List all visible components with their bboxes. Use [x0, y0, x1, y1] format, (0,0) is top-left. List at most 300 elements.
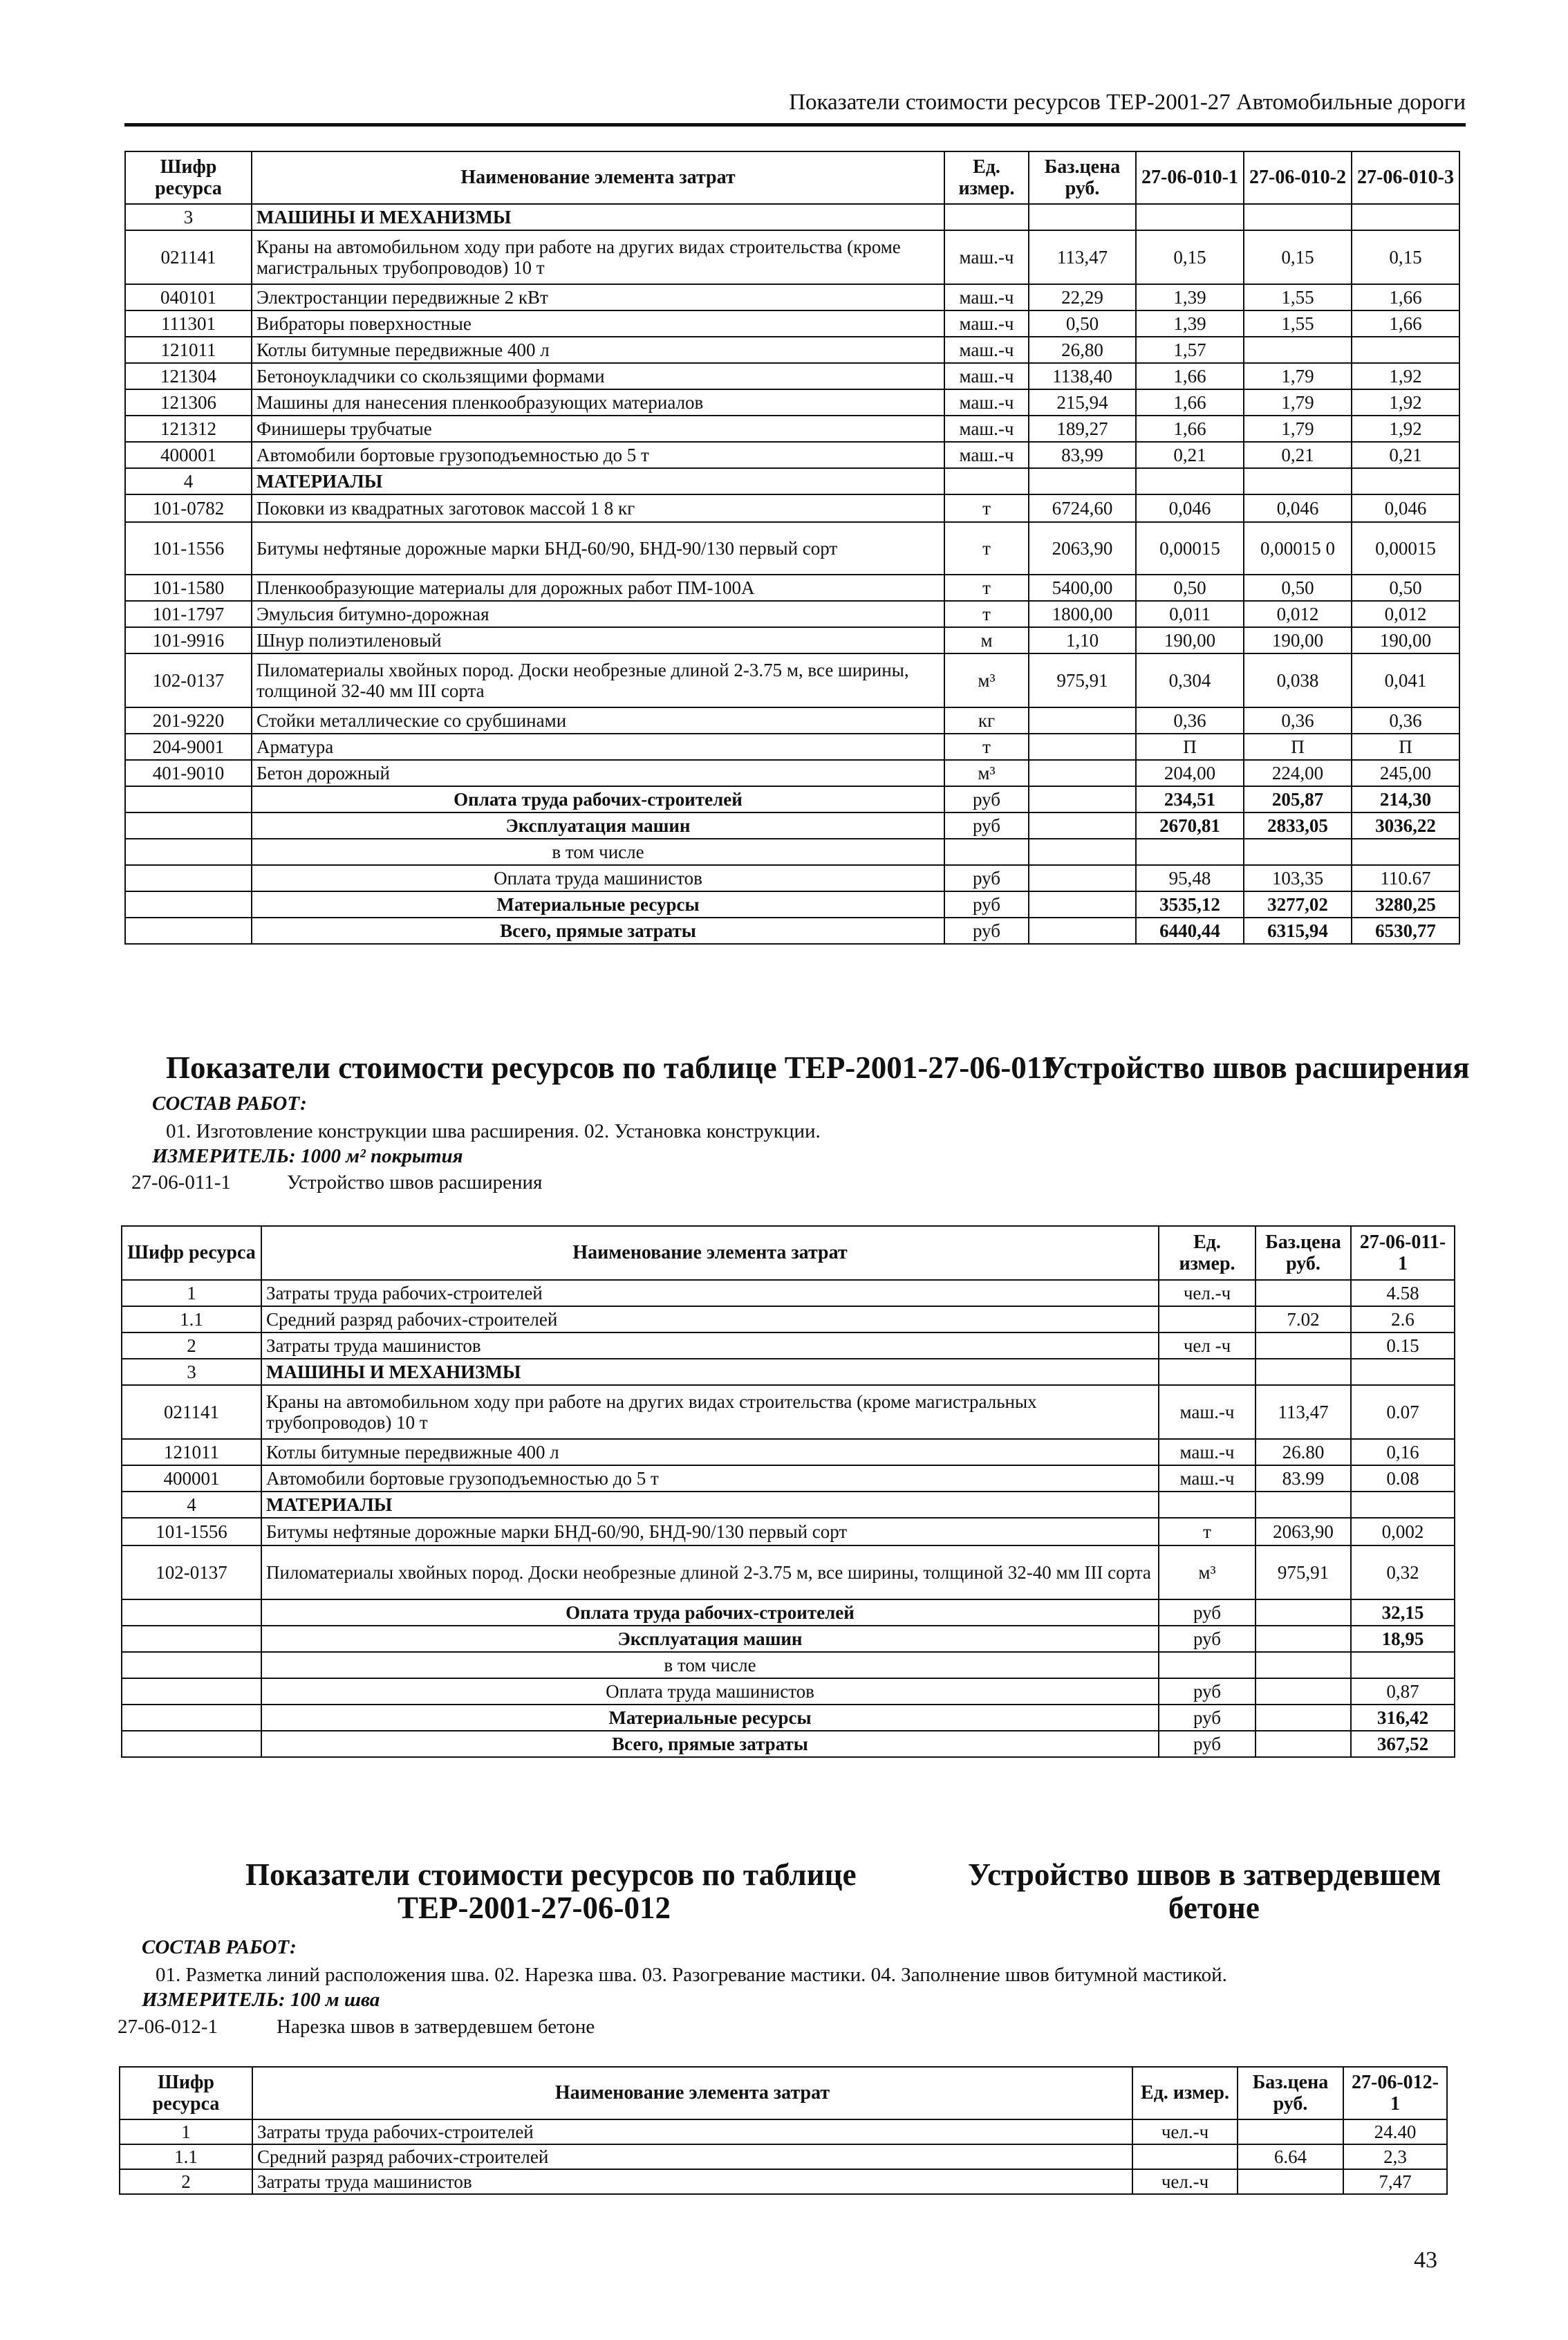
- table-cell: в том числе: [252, 839, 944, 865]
- table-cell: [1132, 2144, 1238, 2169]
- table-cell: [125, 865, 252, 891]
- table-cell: 1,55: [1244, 310, 1352, 337]
- table-header-row: [120, 2067, 1447, 2119]
- table-cell: [1352, 204, 1459, 230]
- table-cell: руб: [1159, 1705, 1256, 1731]
- table-cell: 102-0137: [125, 653, 252, 707]
- table-cell: Краны на автомобильном ходу при работе на других видах строительства (кроме магистральных трубопроводов) 10 т: [261, 1385, 1159, 1439]
- table-cell: Бетоноукладчики со скользящими формами: [252, 363, 944, 389]
- table-cell: 2,3: [1343, 2144, 1447, 2169]
- table-cell: 0,012: [1352, 601, 1459, 627]
- table-row: [125, 813, 1459, 839]
- table-cell: руб: [944, 918, 1029, 944]
- table-cell: 0,002: [1351, 1518, 1455, 1545]
- table-cell: [1256, 1731, 1351, 1757]
- table-cell: [122, 1652, 261, 1678]
- table-cell: МАТЕРИАЛЫ: [252, 468, 944, 494]
- table-cell: кг: [944, 707, 1029, 734]
- column-header: 27-06-012-1: [1343, 2067, 1447, 2119]
- table-cell: руб: [1159, 1599, 1256, 1626]
- table-cell: 6530,77: [1352, 918, 1459, 944]
- table-cell: т: [944, 601, 1029, 627]
- table-cell: Пиломатериалы хвойных пород. Доски необрезные длиной 2-3.75 м, все ширины, толщиной 32-40 мм III сорта: [252, 653, 944, 707]
- table-cell: 4.58: [1351, 1280, 1455, 1306]
- table-cell: 0,36: [1136, 707, 1244, 734]
- table-cell: 2.6: [1351, 1306, 1455, 1332]
- table-cell: 6724,60: [1029, 494, 1136, 522]
- table-cell: [122, 1626, 261, 1652]
- table-cell: 6315,94: [1244, 918, 1352, 944]
- table-cell: 1,39: [1136, 284, 1244, 310]
- table-cell: маш.-ч: [944, 284, 1029, 310]
- table-cell: [1136, 468, 1244, 494]
- table-cell: [1029, 918, 1136, 944]
- table-cell: маш.-ч: [1159, 1439, 1256, 1465]
- table-cell: Оплата труда рабочих-строителей: [252, 786, 944, 813]
- table-cell: 3277,02: [1244, 891, 1352, 918]
- column-header: 27-06-010-3: [1352, 151, 1459, 204]
- table-cell: 0,304: [1136, 653, 1244, 707]
- column-header: Ед. измер.: [1159, 1226, 1256, 1280]
- table-row: [125, 204, 1459, 230]
- table-row: [125, 442, 1459, 468]
- table-cell: 1,92: [1352, 416, 1459, 442]
- table-cell: [125, 786, 252, 813]
- table-cell: 1.1: [122, 1306, 261, 1332]
- table-cell: 1: [122, 1280, 261, 1306]
- table-cell: 224,00: [1244, 760, 1352, 786]
- table-cell: [122, 1705, 261, 1731]
- table-row: [125, 389, 1459, 416]
- table-cell: 0,00015: [1136, 522, 1244, 575]
- table-cell: [1351, 1359, 1455, 1385]
- column-header: Баз.цена руб.: [1256, 1226, 1351, 1280]
- sostav-text: 01. Изготовление конструкции шва расширения. 02. Установка конструкции.: [166, 1120, 821, 1142]
- table-cell: 367,52: [1351, 1731, 1455, 1757]
- table-cell: Битумы нефтяные дорожные марки БНД-60/90, БНД-90/130 первый сорт: [252, 522, 944, 575]
- norm-code: 27-06-012-1: [118, 2016, 218, 2038]
- table-cell: 0,046: [1136, 494, 1244, 522]
- table-cell: [1352, 839, 1459, 865]
- table-cell: 0,15: [1352, 230, 1459, 284]
- table-cell: 3280,25: [1352, 891, 1459, 918]
- table-cell: [1256, 1280, 1351, 1306]
- table-cell: чел.-ч: [1132, 2169, 1238, 2194]
- table-cell: 1: [120, 2119, 252, 2144]
- table-cell: 1138,40: [1029, 363, 1136, 389]
- table-row: [125, 363, 1459, 389]
- table-cell: маш.-ч: [944, 310, 1029, 337]
- table-cell: чел.-ч: [1132, 2119, 1238, 2144]
- table-cell: 121312: [125, 416, 252, 442]
- table-cell: 316,42: [1351, 1705, 1455, 1731]
- table-cell: 113,47: [1029, 230, 1136, 284]
- section-title-left-line2: ТЕР-2001-27-06-012: [398, 1891, 671, 1925]
- column-header: 27-06-011-1: [1351, 1226, 1455, 1280]
- table-cell: в том числе: [261, 1652, 1159, 1678]
- table-cell: [122, 1731, 261, 1757]
- table-row: [125, 416, 1459, 442]
- table-cell: 6440,44: [1136, 918, 1244, 944]
- table-row: [122, 1626, 1455, 1652]
- table-cell: 1.1: [120, 2144, 252, 2169]
- section-title-left-line1: Показатели стоимости ресурсов по таблице: [245, 1857, 857, 1892]
- table-row: [122, 1385, 1455, 1439]
- table-cell: м³: [1159, 1545, 1256, 1599]
- norm-code: 27-06-011-1: [131, 1171, 231, 1194]
- table-row: [122, 1280, 1455, 1306]
- table-cell: Автомобили бортовые грузоподъемностью до 5 т: [261, 1465, 1159, 1492]
- table-cell: 400001: [125, 442, 252, 468]
- table-cell: [1351, 1652, 1455, 1678]
- table-cell: руб: [1159, 1678, 1256, 1705]
- table-row: [122, 1359, 1455, 1385]
- table-cell: 26,80: [1029, 337, 1136, 363]
- table-cell: МАШИНЫ И МЕХАНИЗМЫ: [252, 204, 944, 230]
- table-cell: Затраты труда рабочих-строителей: [261, 1280, 1159, 1306]
- table-cell: 0,046: [1244, 494, 1352, 522]
- table-cell: 2: [120, 2169, 252, 2194]
- table-cell: Оплата труда машинистов: [252, 865, 944, 891]
- table-cell: Затраты труда машинистов: [252, 2169, 1132, 2194]
- table-cell: [1159, 1359, 1256, 1385]
- table-cell: 1,66: [1136, 416, 1244, 442]
- table-cell: 121306: [125, 389, 252, 416]
- table-cell: маш.-ч: [1159, 1385, 1256, 1439]
- table-row: [125, 627, 1459, 653]
- table-row: [122, 1518, 1455, 1545]
- table-cell: 110.67: [1352, 865, 1459, 891]
- column-header: Ед. измер.: [1132, 2067, 1238, 2119]
- table-row: [125, 734, 1459, 760]
- table-cell: 0,00015 0: [1244, 522, 1352, 575]
- table-cell: [1029, 786, 1136, 813]
- sostav-label: СОСТАВ РАБОТ:: [152, 1093, 307, 1115]
- table-cell: 2833,05: [1244, 813, 1352, 839]
- table-cell: 3: [122, 1359, 261, 1385]
- table-cell: 1,92: [1352, 389, 1459, 416]
- table-header-row: [125, 151, 1459, 204]
- sostav-text: 01. Разметка линий расположения шва. 02. Нарезка шва. 03. Разогревание мастики. 04. Заполнение швов битумной мастикой.: [156, 1964, 1227, 1986]
- table-cell: [1159, 1492, 1256, 1518]
- table-cell: 83.99: [1256, 1465, 1351, 1492]
- table-cell: 2670,81: [1136, 813, 1244, 839]
- table-cell: Шнур полиэтиленовый: [252, 627, 944, 653]
- table-cell: 0,21: [1136, 442, 1244, 468]
- table-cell: руб: [944, 786, 1029, 813]
- table-cell: [1159, 1306, 1256, 1332]
- table-cell: 0,21: [1352, 442, 1459, 468]
- table-cell: 0.07: [1351, 1385, 1455, 1439]
- table-cell: 4: [125, 468, 252, 494]
- section-title-right-line1: Устройство швов в затвердевшем: [968, 1857, 1441, 1892]
- table-cell: 975,91: [1256, 1545, 1351, 1599]
- table-cell: Затраты труда рабочих-строителей: [252, 2119, 1132, 2144]
- table-cell: [1256, 1359, 1351, 1385]
- table-cell: [1029, 813, 1136, 839]
- table-row: [122, 1731, 1455, 1757]
- table-cell: [1256, 1705, 1351, 1731]
- table-cell: [1244, 204, 1352, 230]
- table-cell: 0,16: [1351, 1439, 1455, 1465]
- table-cell: Средний разряд рабочих-строителей: [252, 2144, 1132, 2169]
- table-cell: Эксплуатация машин: [252, 813, 944, 839]
- table-cell: Эмульсия битумно-дорожная: [252, 601, 944, 627]
- column-header: Баз.цена руб.: [1029, 151, 1136, 204]
- table-cell: [1029, 865, 1136, 891]
- table-cell: [1029, 891, 1136, 918]
- running-header: Показатели стоимости ресурсов ТЕР-2001-27 Автомобильные дороги: [124, 82, 1466, 127]
- column-header: Ед. измер.: [944, 151, 1029, 204]
- table-cell: маш.-ч: [944, 337, 1029, 363]
- table-cell: 400001: [122, 1465, 261, 1492]
- table-cell: 3036,22: [1352, 813, 1459, 839]
- table-cell: 021141: [125, 230, 252, 284]
- table-cell: 0,038: [1244, 653, 1352, 707]
- table-cell: Битумы нефтяные дорожные марки БНД-60/90, БНД-90/130 первый сорт: [261, 1518, 1159, 1545]
- table-cell: МАТЕРИАЛЫ: [261, 1492, 1159, 1518]
- table-cell: 0,046: [1352, 494, 1459, 522]
- table-cell: Машины для нанесения пленкообразующих материалов: [252, 389, 944, 416]
- table-cell: [122, 1599, 261, 1626]
- table-cell: [1256, 1626, 1351, 1652]
- table-cell: Пленкообразующие материалы для дорожных работ ПМ-100А: [252, 575, 944, 601]
- table-cell: [1029, 734, 1136, 760]
- table-cell: [1244, 337, 1352, 363]
- column-header: 27-06-010-2: [1244, 151, 1352, 204]
- table-cell: 101-1797: [125, 601, 252, 627]
- table-cell: 4: [122, 1492, 261, 1518]
- table-cell: 204,00: [1136, 760, 1244, 786]
- table-cell: м³: [944, 760, 1029, 786]
- table-cell: [1256, 1599, 1351, 1626]
- table-cell: Оплата труда машинистов: [261, 1678, 1159, 1705]
- column-header: Шифр ресурса: [122, 1226, 261, 1280]
- table-cell: 0,50: [1136, 575, 1244, 601]
- table-row: [122, 1545, 1455, 1599]
- table-cell: 113,47: [1256, 1385, 1351, 1439]
- column-header: Наименование элемента затрат: [261, 1226, 1159, 1280]
- table-cell: 2: [122, 1332, 261, 1359]
- table-cell: 7.02: [1256, 1306, 1351, 1332]
- table-cell: 1,79: [1244, 389, 1352, 416]
- table-cell: 1,39: [1136, 310, 1244, 337]
- table-cell: чел -ч: [1159, 1332, 1256, 1359]
- table-row: [125, 575, 1459, 601]
- table-cell: [1136, 839, 1244, 865]
- table-cell: 83,99: [1029, 442, 1136, 468]
- table-cell: м: [944, 627, 1029, 653]
- table-cell: [1256, 1678, 1351, 1705]
- table-cell: 0,36: [1244, 707, 1352, 734]
- column-header: Наименование элемента затрат: [252, 151, 944, 204]
- table-cell: руб: [1159, 1731, 1256, 1757]
- table-cell: МАШИНЫ И МЕХАНИЗМЫ: [261, 1359, 1159, 1385]
- table-cell: 2063,90: [1256, 1518, 1351, 1545]
- table-cell: 18,95: [1351, 1626, 1455, 1652]
- table-cell: [1352, 468, 1459, 494]
- table-row: [122, 1678, 1455, 1705]
- table-cell: 26.80: [1256, 1439, 1351, 1465]
- table-cell: 0,87: [1351, 1678, 1455, 1705]
- table-cell: 1,92: [1352, 363, 1459, 389]
- table-cell: 021141: [122, 1385, 261, 1439]
- table-cell: Вибраторы поверхностные: [252, 310, 944, 337]
- section-title-left: Показатели стоимости ресурсов по таблице ТЕР-2001-27-06-011: [166, 1050, 1056, 1085]
- table-cell: [1029, 707, 1136, 734]
- table-cell: Краны на автомобильном ходу при работе на других видах строительства (кроме магистральных трубопроводов) 10 т: [252, 230, 944, 284]
- table-row: [125, 522, 1459, 575]
- table-cell: 1,10: [1029, 627, 1136, 653]
- table-cell: 189,27: [1029, 416, 1136, 442]
- izmeritel-label: ИЗМЕРИТЕЛЬ: 100 м шва: [142, 1989, 380, 2011]
- table-cell: маш.-ч: [944, 363, 1029, 389]
- table-cell: 975,91: [1029, 653, 1136, 707]
- table-cell: маш.-ч: [944, 442, 1029, 468]
- table-cell: [1029, 839, 1136, 865]
- table-cell: П: [1136, 734, 1244, 760]
- table-row: [122, 1652, 1455, 1678]
- table-cell: [1352, 337, 1459, 363]
- table-row: [122, 1332, 1455, 1359]
- table-cell: Материальные ресурсы: [252, 891, 944, 918]
- column-header: Шифр ресурса: [120, 2067, 252, 2119]
- column-header: Шифр ресурса: [125, 151, 252, 204]
- table-cell: 204-9001: [125, 734, 252, 760]
- norm-description: Нарезка швов в затвердевшем бетоне: [277, 2016, 595, 2038]
- table-cell: 5400,00: [1029, 575, 1136, 601]
- table-cell: [1238, 2169, 1343, 2194]
- column-header: 27-06-010-1: [1136, 151, 1244, 204]
- table-row: [125, 891, 1459, 918]
- table-cell: [1244, 468, 1352, 494]
- table-cell: [1029, 468, 1136, 494]
- table-row: [120, 2169, 1447, 2194]
- table-cell: 215,94: [1029, 389, 1136, 416]
- table-cell: [1351, 1492, 1455, 1518]
- table-row: [125, 865, 1459, 891]
- table-row: [125, 284, 1459, 310]
- table-row: [122, 1492, 1455, 1518]
- table-cell: 234,51: [1136, 786, 1244, 813]
- table-row: [125, 494, 1459, 522]
- table-row: [125, 230, 1459, 284]
- table-cell: чел.-ч: [1159, 1280, 1256, 1306]
- table-cell: Электростанции передвижные 2 кВт: [252, 284, 944, 310]
- table-cell: 401-9010: [125, 760, 252, 786]
- table-cell: 1,55: [1244, 284, 1352, 310]
- table-cell: руб: [944, 865, 1029, 891]
- table-cell: 6.64: [1238, 2144, 1343, 2169]
- table-cell: т: [944, 494, 1029, 522]
- table-row: [120, 2144, 1447, 2169]
- table-cell: [944, 204, 1029, 230]
- table-cell: 111301: [125, 310, 252, 337]
- table-cell: П: [1244, 734, 1352, 760]
- table-cell: [125, 891, 252, 918]
- izmeritel-label: ИЗМЕРИТЕЛЬ: 1000 м² покрытия: [152, 1145, 463, 1167]
- table-cell: [1256, 1492, 1351, 1518]
- resource-table-27-06-011: [121, 1225, 1455, 1758]
- norm-description: Устройство швов расширения: [287, 1171, 543, 1194]
- table-row: [125, 468, 1459, 494]
- table-cell: 2063,90: [1029, 522, 1136, 575]
- table-cell: 0,15: [1244, 230, 1352, 284]
- table-row: [125, 337, 1459, 363]
- table-cell: 0,50: [1029, 310, 1136, 337]
- table-cell: Всего, прямые затраты: [261, 1731, 1159, 1757]
- table-cell: маш.-ч: [944, 389, 1029, 416]
- table-cell: [125, 839, 252, 865]
- table-cell: 214,30: [1352, 786, 1459, 813]
- table-row: [125, 310, 1459, 337]
- table-cell: Оплата труда рабочих-строителей: [261, 1599, 1159, 1626]
- table-cell: Эксплуатация машин: [261, 1626, 1159, 1652]
- table-row: [122, 1439, 1455, 1465]
- table-cell: [1244, 839, 1352, 865]
- table-row: [122, 1465, 1455, 1492]
- table-row: [125, 653, 1459, 707]
- table-cell: Поковки из квадратных заготовок массой 1 8 кг: [252, 494, 944, 522]
- table-cell: 190,00: [1136, 627, 1244, 653]
- table-cell: 101-0782: [125, 494, 252, 522]
- table-cell: 1,79: [1244, 363, 1352, 389]
- table-cell: Стойки металлические со срубшинами: [252, 707, 944, 734]
- table-cell: 245,00: [1352, 760, 1459, 786]
- table-row: [122, 1306, 1455, 1332]
- table-row: [125, 839, 1459, 865]
- table-cell: 3: [125, 204, 252, 230]
- table-cell: 0,041: [1352, 653, 1459, 707]
- table-cell: 121011: [125, 337, 252, 363]
- table-row: [120, 2119, 1447, 2144]
- table-cell: 0,50: [1352, 575, 1459, 601]
- table-cell: маш.-ч: [944, 230, 1029, 284]
- table-cell: 1800,00: [1029, 601, 1136, 627]
- page-number: 43: [1414, 2247, 1437, 2273]
- table-row: [125, 918, 1459, 944]
- table-cell: 0,32: [1351, 1545, 1455, 1599]
- table-cell: П: [1352, 734, 1459, 760]
- table-cell: Всего, прямые затраты: [252, 918, 944, 944]
- table-cell: 201-9220: [125, 707, 252, 734]
- table-cell: 0,21: [1244, 442, 1352, 468]
- table-cell: [1136, 204, 1244, 230]
- table-cell: Арматура: [252, 734, 944, 760]
- table-cell: 7,47: [1343, 2169, 1447, 2194]
- table-cell: 190,00: [1244, 627, 1352, 653]
- resource-table-27-06-012: [119, 2066, 1448, 2195]
- table-cell: т: [1159, 1518, 1256, 1545]
- table-cell: 1,66: [1136, 363, 1244, 389]
- table-cell: [1256, 1652, 1351, 1678]
- table-cell: 0.15: [1351, 1332, 1455, 1359]
- table-cell: 103,35: [1244, 865, 1352, 891]
- table-cell: 32,15: [1351, 1599, 1455, 1626]
- table-cell: 121304: [125, 363, 252, 389]
- table-cell: 1,79: [1244, 416, 1352, 442]
- table-cell: 0.08: [1351, 1465, 1455, 1492]
- table-cell: 0,012: [1244, 601, 1352, 627]
- table-cell: руб: [944, 891, 1029, 918]
- table-cell: 95,48: [1136, 865, 1244, 891]
- table-cell: 1,66: [1136, 389, 1244, 416]
- table-cell: т: [944, 522, 1029, 575]
- table-cell: [944, 839, 1029, 865]
- table-cell: [1029, 760, 1136, 786]
- table-cell: 102-0137: [122, 1545, 261, 1599]
- table-row: [122, 1705, 1455, 1731]
